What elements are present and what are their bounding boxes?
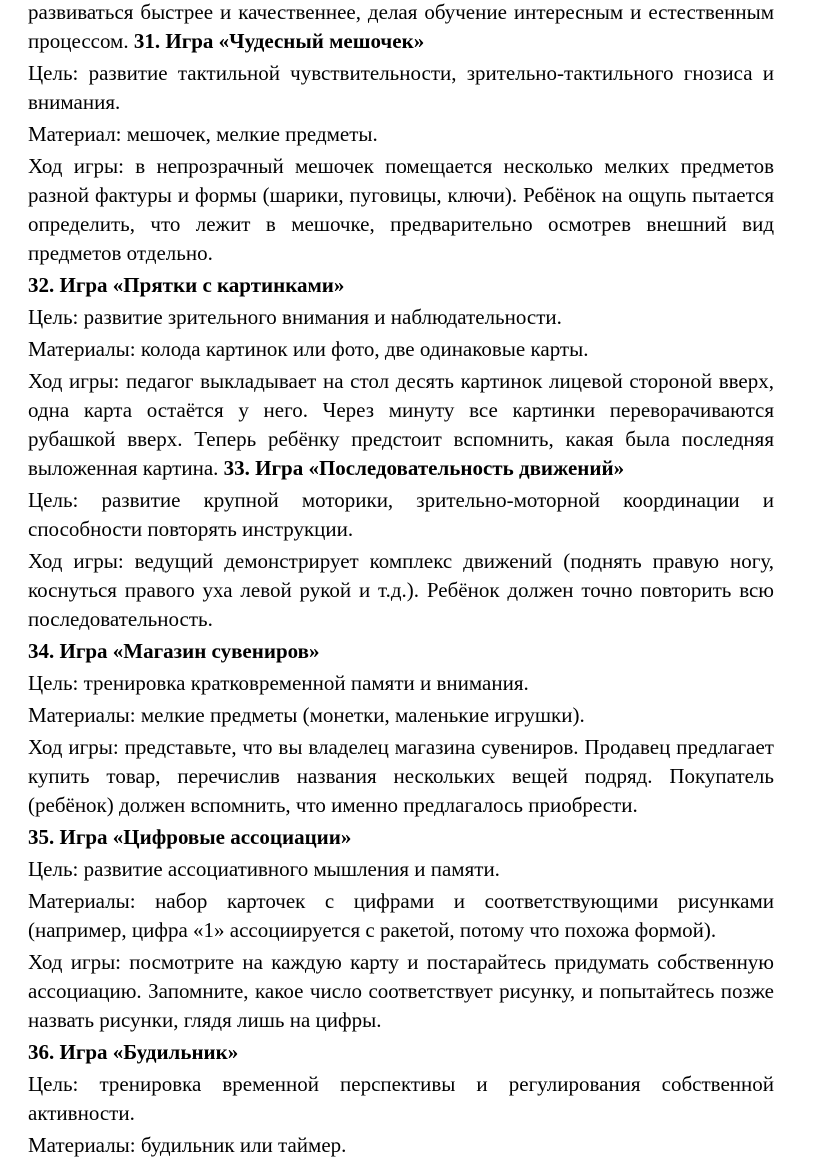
section-33-procedure: Ход игры: ведущий демонстрирует комплекс движений (поднять правую ногу, коснуться правого уха левой рукой и т.д.). Ребёнок должен точно повторить всю последовательность. [28,549,774,631]
intro-text: развиваться быстрее и качественнее, делая обучение интересным и естественным процессом. [28,0,774,53]
section-35-goal: Цель: развитие ассоциативного мышления и памяти. [28,857,500,881]
section-36-materials: Материалы: будильник или таймер. [28,1133,347,1157]
section-31-goal: Цель: развитие тактильной чувствительности, зрительно-тактильного гнозиса и внимания. [28,61,774,114]
section-32-procedure: Ход игры: педагог выкладывает на стол десять картинок лицевой стороной вверх, одна карта остаётся у него. Через минуту все картинки переворачиваются рубашкой вверх. Теперь ребёнку предстоит вспомнить, какая была последняя выложенная картина. [28,369,774,480]
section-32-materials: Материалы: колода картинок или фото, две одинаковые карты. [28,337,589,361]
section-35-materials: Материалы: набор карточек с цифрами и соответствующими рисунками (например, цифра «1» ассоциируется с ракетой, потому что похожа формой). [28,889,774,942]
section-32-procedure-paragraph [28,367,774,483]
section-32-goal: Цель: развитие зрительного внимания и наблюдательности. [28,305,562,329]
intro-paragraph [28,0,774,56]
section-34-materials: Материалы: мелкие предметы (монетки, маленькие игрушки). [28,703,585,727]
section-31-procedure: Ход игры: в непрозрачный мешочек помещается несколько мелких предметов разной фактуры и формы (шарики, пуговицы, ключи). Ребёнок на ощупь пытается определить, что лежит в мешочке, предварительно осмотрев внешний вид предметов отдельно. [28,154,774,265]
section-31-material: Материал: мешочек, мелкие предметы. [28,122,378,146]
section-34-heading: 34. Игра «Магазин сувениров» [28,639,320,663]
section-34-procedure: Ход игры: представьте, что вы владелец магазина сувениров. Продавец предлагает купить товар, перечислив названия нескольких вещей подряд. Покупатель (ребёнок) должен вспомнить, что именно предлагалось приобрести. [28,735,774,817]
section-35-heading: 35. Игра «Цифровые ассоциации» [28,825,352,849]
section-33-heading: 33. Игра «Последовательность движений» [223,456,625,480]
section-34-goal: Цель: тренировка кратковременной памяти и внимания. [28,671,529,695]
section-36-heading: 36. Игра «Будильник» [28,1040,239,1064]
section-35-procedure: Ход игры: посмотрите на каждую карту и постарайтесь придумать собственную ассоциацию. Запомните, какое число соответствует рисунку, и попытайтесь позже назвать рисунки, глядя лишь на цифры. [28,950,774,1032]
section-33-goal: Цель: развитие крупной моторики, зрительно-моторной координации и способности повторять инструкции. [28,488,774,541]
section-32-heading: 32. Игра «Прятки с картинками» [28,273,345,297]
section-36-goal: Цель: тренировка временной перспективы и регулирования собственной активности. [28,1072,774,1125]
section-31-heading: 31. Игра «Чудесный мешочек» [133,29,425,53]
